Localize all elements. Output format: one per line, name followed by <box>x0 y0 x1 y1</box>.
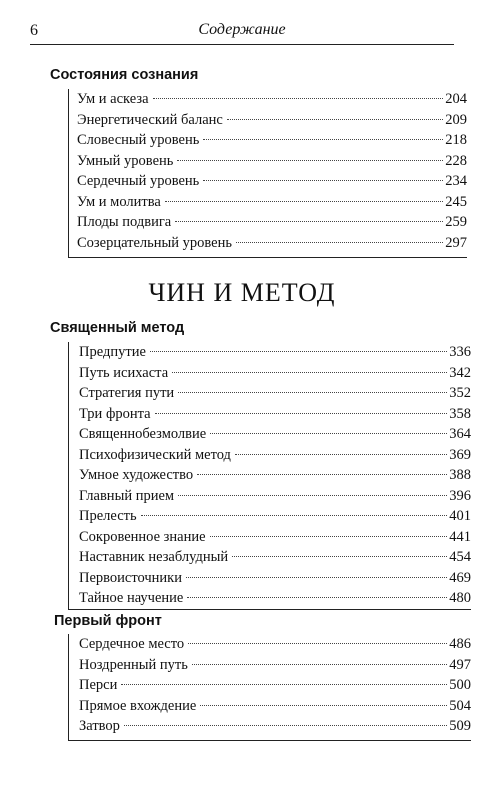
toc-entry-page: 469 <box>449 569 471 586</box>
dot-leader <box>200 705 447 706</box>
toc-entry-page: 336 <box>449 344 471 360</box>
dot-leader <box>155 413 448 414</box>
toc-entry-page: 209 <box>445 111 467 128</box>
dot-leader <box>178 392 447 393</box>
toc-entry <box>79 527 471 548</box>
dot-leader <box>210 536 448 537</box>
toc-entry-title: Перси <box>79 677 118 693</box>
toc-entry-title: Первоисточники <box>79 569 182 586</box>
toc-entry <box>79 383 471 404</box>
toc-entry-page: 358 <box>449 405 471 422</box>
toc-entry-title: Священнобезмолвие <box>79 426 207 442</box>
toc-entry-page: 504 <box>449 697 471 714</box>
toc-entry-page: 497 <box>449 656 471 673</box>
toc-entry <box>77 171 467 192</box>
toc-entry-title: Тайное научение <box>79 590 184 606</box>
dot-leader <box>232 556 447 557</box>
dot-leader <box>141 515 448 516</box>
toc-entry-page: 352 <box>449 385 471 401</box>
section-heading: Священный метод <box>50 320 185 336</box>
toc-entry-page: 234 <box>445 173 467 189</box>
dot-leader <box>188 643 447 644</box>
dot-leader <box>186 577 447 578</box>
toc-entry-page: 259 <box>445 214 467 230</box>
toc-entry <box>79 568 471 589</box>
toc-entry <box>79 363 471 384</box>
toc-entry-title: Предпутие <box>79 344 146 360</box>
toc-entry <box>79 445 471 466</box>
toc-entry-title: Путь исихаста <box>79 364 169 381</box>
dot-leader <box>153 98 444 99</box>
dot-leader <box>203 139 443 140</box>
toc-entry-title: Затвор <box>79 718 120 734</box>
toc-entry-title: Плоды подвига <box>77 214 172 230</box>
dot-leader <box>235 454 447 455</box>
toc-entry <box>79 404 471 425</box>
toc-entry-title: Созерцательный уровень <box>77 234 232 251</box>
toc-entry-title: Словесный уровень <box>77 132 200 148</box>
toc-entry-title: Умный уровень <box>77 152 174 169</box>
toc-entry-page: 454 <box>449 549 471 565</box>
toc-entry-title: Энергетический баланс <box>77 111 223 128</box>
toc-entry-title: Три фронта <box>79 405 151 422</box>
toc-entry-page: 441 <box>449 528 471 545</box>
toc-entry-page: 388 <box>449 467 471 483</box>
toc-entry-page: 369 <box>449 446 471 463</box>
toc-list <box>68 342 471 610</box>
page-header <box>30 18 454 45</box>
toc-entry-page: 218 <box>445 132 467 148</box>
toc-entry-page: 401 <box>449 508 471 524</box>
dot-leader <box>172 372 447 373</box>
dot-leader <box>187 597 447 598</box>
toc-entry-title: Прямое вхождение <box>79 697 197 714</box>
toc-entry <box>77 130 467 151</box>
toc-entry <box>77 89 467 110</box>
toc-list <box>68 89 467 258</box>
toc-entry-page: 245 <box>445 193 467 210</box>
toc-entry <box>79 675 471 696</box>
toc-entry <box>77 110 467 131</box>
toc-entry-page: 480 <box>449 590 471 606</box>
dot-leader <box>177 160 443 161</box>
toc-entry-title: Прелесть <box>79 508 137 524</box>
toc-entry-page: 396 <box>449 487 471 504</box>
dot-leader <box>175 221 443 222</box>
toc-entry-title: Ум и молитва <box>77 193 161 210</box>
toc-entry <box>79 486 471 507</box>
toc-entry <box>79 424 471 445</box>
toc-entry-page: 204 <box>445 91 467 107</box>
toc-entry <box>79 342 471 363</box>
toc-entry-title: Ноздренный путь <box>79 656 188 673</box>
toc-entry-title: Сердечный уровень <box>77 173 200 189</box>
toc-entry <box>79 655 471 676</box>
running-title: Содержание <box>198 21 286 38</box>
toc-entry-title: Главный прием <box>79 487 175 504</box>
dot-leader <box>121 684 447 685</box>
toc-entry <box>77 233 467 254</box>
dot-leader <box>236 242 443 243</box>
section-heading: Первый фронт <box>54 613 162 629</box>
toc-entry <box>79 506 471 527</box>
dot-leader <box>192 664 447 665</box>
toc-entry <box>79 465 471 486</box>
section-heading: Состояния сознания <box>50 67 199 83</box>
toc-entry <box>77 192 467 213</box>
toc-entry-title: Умное художество <box>79 467 194 483</box>
toc-entry-page: 500 <box>449 677 471 693</box>
toc-entry <box>79 588 471 609</box>
part-title: ЧИН И МЕТОД <box>148 278 336 307</box>
toc-entry <box>79 716 471 737</box>
toc-entry-title: Сокровенное знание <box>79 528 206 545</box>
dot-leader <box>124 725 447 726</box>
toc-entry-page: 509 <box>449 718 471 734</box>
toc-entry-page: 228 <box>445 152 467 169</box>
dot-leader <box>197 474 447 475</box>
toc-entry-page: 486 <box>449 636 471 652</box>
toc-entry-title: Стратегия пути <box>79 385 175 401</box>
toc-entry-title: Психофизический метод <box>79 446 231 463</box>
toc-entry-page: 297 <box>445 234 467 251</box>
dot-leader <box>203 180 443 181</box>
dot-leader <box>210 433 447 434</box>
toc-entry <box>79 634 471 655</box>
dot-leader <box>150 351 447 352</box>
toc-entry-title: Ум и аскеза <box>77 91 149 107</box>
dot-leader <box>165 201 443 202</box>
dot-leader <box>227 119 443 120</box>
toc-entry-title: Наставник незаблудный <box>79 549 229 565</box>
dot-leader <box>178 495 447 496</box>
toc-entry <box>77 151 467 172</box>
toc-list <box>68 634 471 741</box>
toc-entry <box>77 212 467 233</box>
toc-entry <box>79 547 471 568</box>
toc-entry-title: Сердечное место <box>79 636 185 652</box>
toc-entry-page: 364 <box>449 426 471 442</box>
toc-entry-page: 342 <box>449 364 471 381</box>
toc-entry <box>79 696 471 717</box>
page-number: 6 <box>30 22 38 39</box>
